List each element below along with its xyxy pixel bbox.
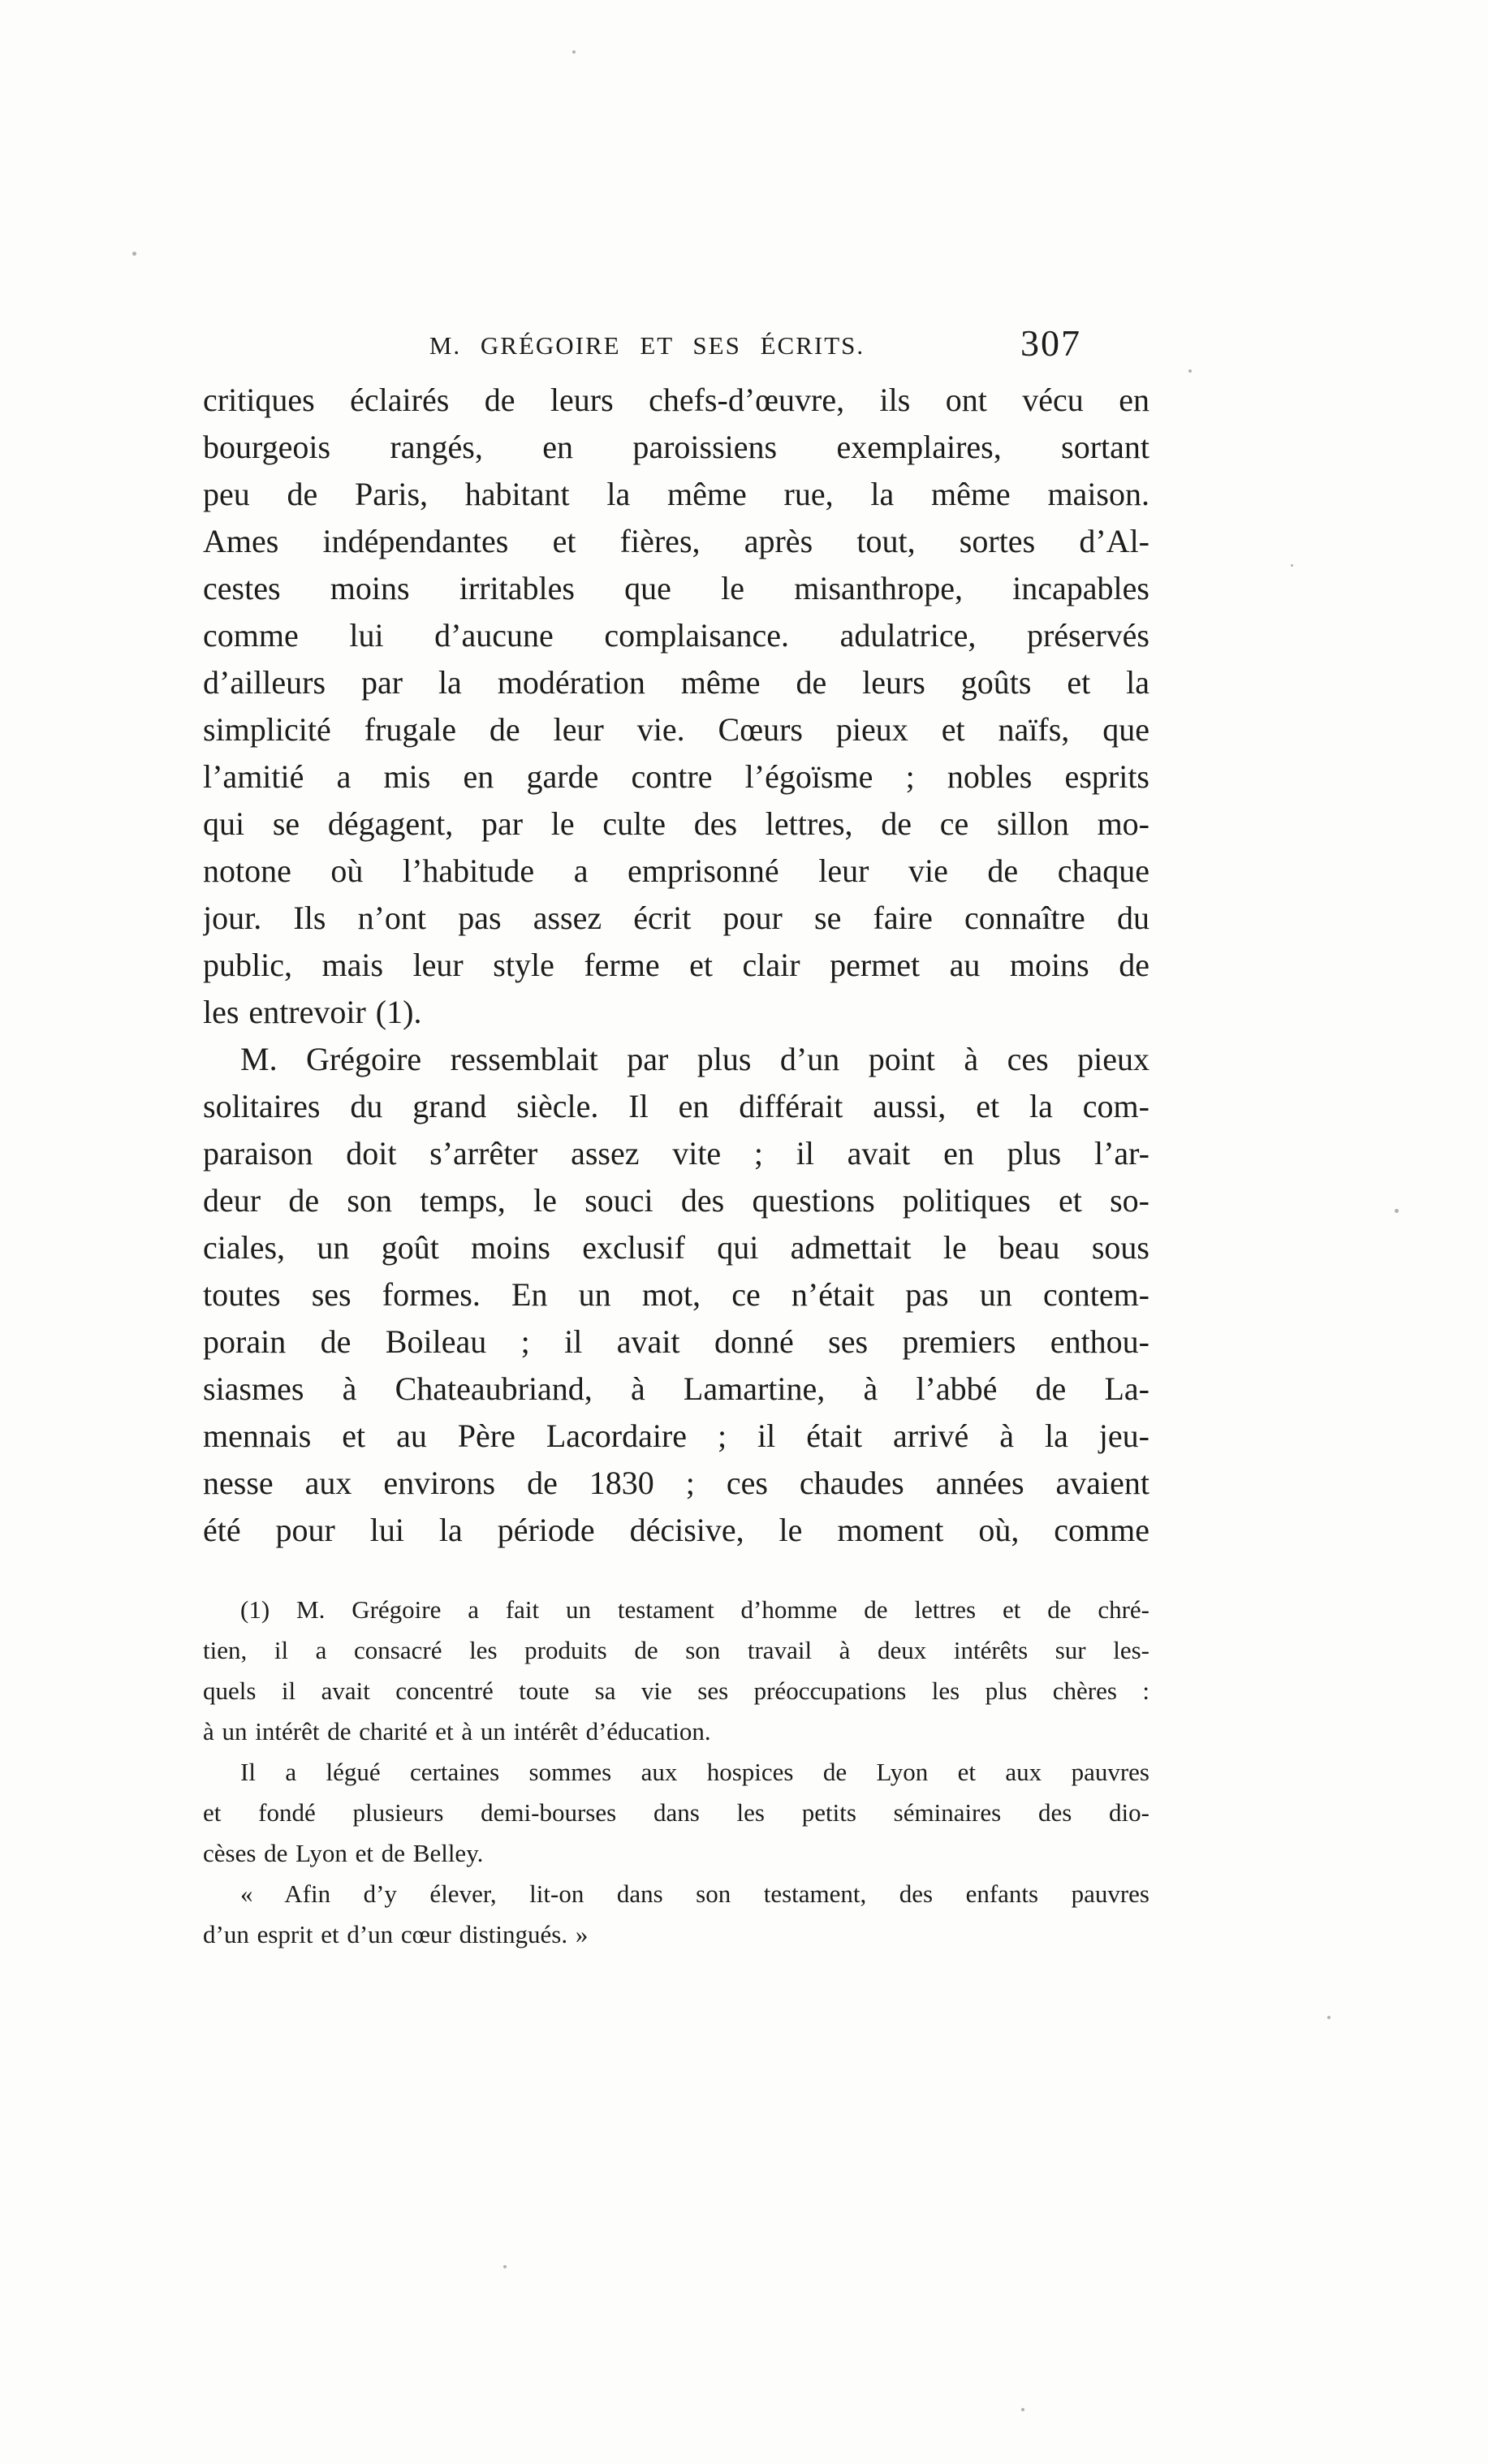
body-text-line: Ames indépendantes et fières, après tout, sortes d’Al-: [203, 523, 1149, 559]
body-text-block: [203, 377, 1149, 1554]
body-text-line: comme lui d’aucune complaisance. adulatrice, préservés: [203, 617, 1149, 654]
footnote-text-line: (1) M. Grégoire a fait un testament d’homme de lettres et de chré-: [240, 1595, 1149, 1624]
body-text-line: peu de Paris, habitant la même rue, la même maison.: [203, 476, 1149, 512]
body-text-line: d’ailleurs par la modération même de leurs goûts et la: [203, 664, 1149, 701]
footnote-text-line: quels il avait concentré toute sa vie ses préoccupations les plus chères :: [203, 1676, 1149, 1705]
body-text-line: toutes ses formes. En un mot, ce n’était pas un contem-: [203, 1276, 1149, 1313]
body-text-line: cestes moins irritables que le misanthrope, incapables: [203, 570, 1149, 606]
body-text-line: M. Grégoire ressemblait par plus d’un point à ces pieux: [240, 1041, 1149, 1077]
body-text-line: simplicité frugale de leur vie. Cœurs pieux et naïfs, que: [203, 711, 1149, 748]
scan-speck: [1327, 2016, 1331, 2019]
page-header: [203, 322, 1149, 367]
running-title: M. GRÉGOIRE ET SES ÉCRITS.: [429, 331, 865, 360]
body-text-line: jour. Ils n’ont pas assez écrit pour se faire connaître du: [203, 900, 1149, 936]
footnote-text-line: et fondé plusieurs demi-bourses dans les petits séminaires des dio-: [203, 1798, 1149, 1827]
scan-speck: [1395, 1209, 1399, 1213]
body-text-line: porain de Boileau ; il avait donné ses premiers enthou-: [203, 1323, 1149, 1360]
body-text-line: mennais et au Père Lacordaire ; il était arrivé à la jeu-: [203, 1418, 1149, 1454]
body-text-line: solitaires du grand siècle. Il en différait aussi, et la com-: [203, 1088, 1149, 1124]
body-text-line: l’amitié a mis en garde contre l’égoïsme ; nobles esprits: [203, 758, 1149, 795]
body-text-line: les entrevoir (1).: [203, 994, 422, 1030]
footnote-block: [203, 1590, 1149, 1955]
footnote-text-line: d’un esprit et d’un cœur distingués. »: [203, 1920, 589, 1948]
footnote-text-line: cèses de Lyon et de Belley.: [203, 1839, 484, 1867]
footnote-text-line: Il a légué certaines sommes aux hospices de Lyon et aux pauvres: [240, 1758, 1149, 1786]
scan-speck: [1291, 564, 1293, 567]
body-text-line: deur de son temps, le souci des questions politiques et so-: [203, 1182, 1149, 1219]
body-text-line: paraison doit s’arrêter assez vite ; il avait en plus l’ar-: [203, 1135, 1149, 1172]
body-text-line: public, mais leur style ferme et clair permet au moins de: [203, 947, 1149, 983]
scan-speck: [132, 252, 136, 256]
footnote-text-line: « Afin d’y élever, lit-on dans son testament, des enfants pauvres: [240, 1879, 1149, 1908]
footnote-text-line: tien, il a consacré les produits de son travail à deux intérêts sur les-: [203, 1636, 1149, 1664]
scan-speck: [503, 2265, 507, 2268]
scan-speck: [572, 50, 576, 54]
body-text-line: nesse aux environs de 1830 ; ces chaudes années avaient: [203, 1465, 1149, 1501]
body-text-line: ciales, un goût moins exclusif qui admettait le beau sous: [203, 1229, 1149, 1266]
footnote-text-line: à un intérêt de charité et à un intérêt d’éducation.: [203, 1717, 711, 1746]
body-text-line: critiques éclairés de leurs chefs-d’œuvre, ils ont vécu en: [203, 382, 1149, 418]
body-text-line: notone où l’habitude a emprisonné leur vie de chaque: [203, 852, 1149, 889]
page-number: 307: [1020, 322, 1081, 364]
scan-speck: [1021, 2408, 1024, 2411]
body-text-line: bourgeois rangés, en paroissiens exemplaires, sortant: [203, 429, 1149, 465]
body-text-line: été pour lui la période décisive, le moment où, comme: [203, 1512, 1149, 1548]
body-text-line: siasmes à Chateaubriand, à Lamartine, à l’abbé de La-: [203, 1370, 1149, 1407]
scan-speck: [1188, 369, 1192, 373]
body-text-line: qui se dégagent, par le culte des lettres, de ce sillon mo-: [203, 805, 1149, 842]
